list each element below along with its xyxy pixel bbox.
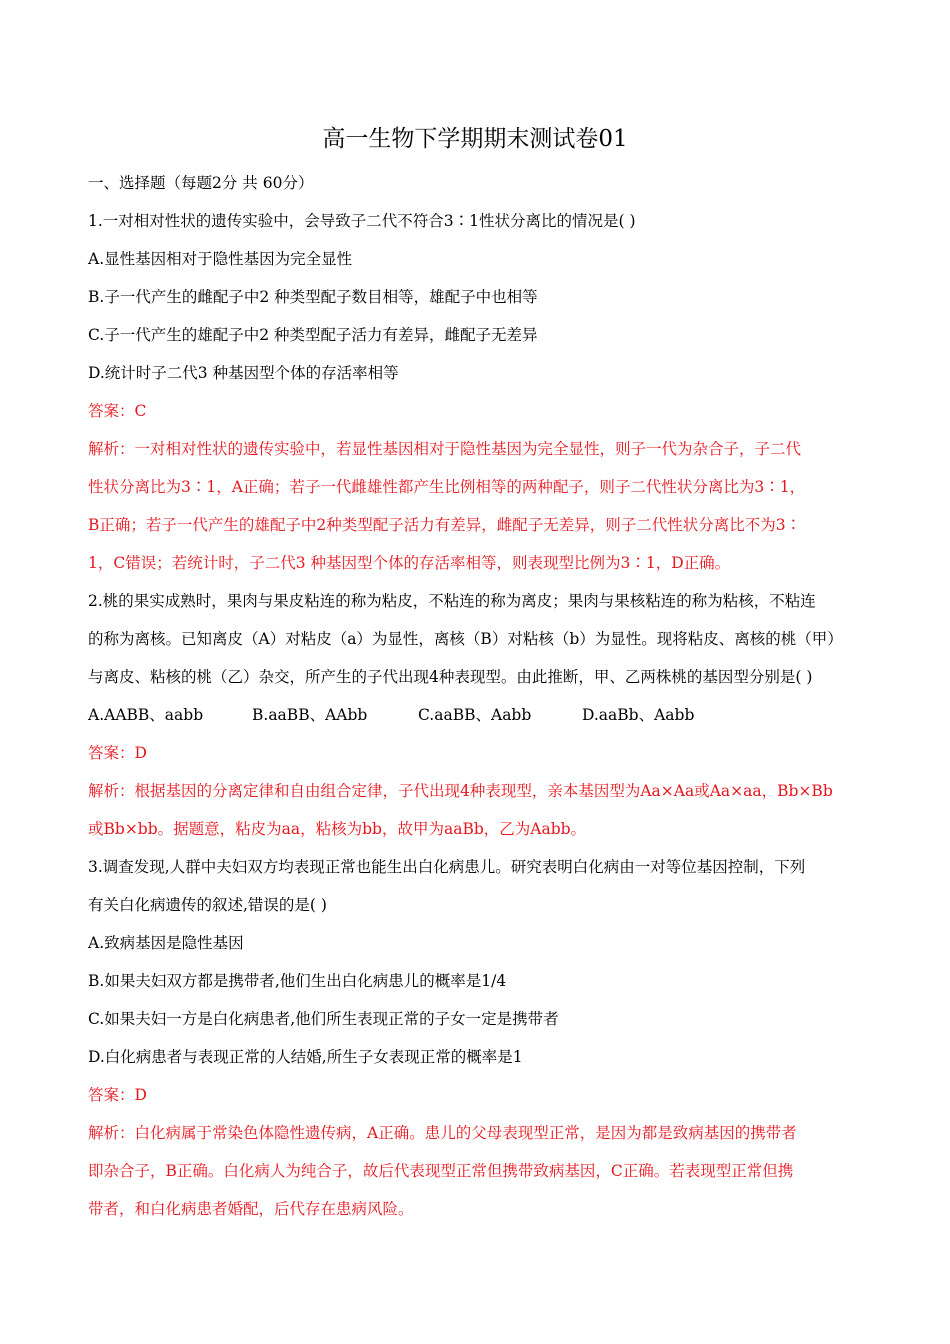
q3-option-a: A.致病基因是隐性基因 [88,934,244,952]
page-title: 高一生物下学期期末测试卷01 [322,126,628,152]
q2-answer: 答案：D [88,744,147,762]
q1-analysis-line: 解析：一对相对性状的遗传实验中，若显性基因相对于隐性基因为完全显性，则子一代为杂合子，子二代 [88,440,802,458]
q2-option-a: A.AABB、aabb [88,706,204,724]
q3-analysis-line: 带者，和白化病患者婚配，后代存在患病风险。 [88,1200,414,1218]
q3-stem-line: 3.调查发现,人群中夫妇双方均表现正常也能生出白化病患儿。研究表明白化病由一对等位基因控制，下列 [88,858,806,876]
q1-option-b: B.子一代产生的雌配子中2 种类型配子数目相等，雄配子中也相等 [88,288,538,306]
q1-option-c: C.子一代产生的雄配子中2 种类型配子活力有差异，雌配子无差异 [88,326,538,344]
q1-option-d: D.统计时子二代3 种基因型个体的存活率相等 [88,364,399,382]
q1-analysis-line: B正确；若子一代产生的雄配子中2种类型配子活力有差异，雌配子无差异，则子二代性状分离比不为3∶ [88,516,802,534]
q1-analysis-line: 性状分离比为3∶1，A正确；若子一代雌雄性都产生比例相等的两种配子，则子二代性状分离比为3∶1， [88,478,806,496]
q1-answer: 答案：C [88,402,147,420]
q2-analysis-line: 或Bb×bb。据题意，粘皮为aa，粘核为bb，故甲为aaBb，乙为Aabb。 [88,820,587,838]
q3-option-d: D.白化病患者与表现正常的人结婚,所生子女表现正常的概率是1 [88,1048,523,1066]
q1-option-a: A.显性基因相对于隐性基因为完全显性 [88,250,353,268]
q1-stem: 1.一对相对性状的遗传实验中，会导致子二代不符合3∶1性状分离比的情况是( ) [88,212,636,230]
q3-answer: 答案：D [88,1086,147,1104]
q3-stem-line: 有关白化病遗传的叙述,错误的是( ) [88,896,327,914]
q1-analysis-line: 1，C错误；若统计时，子二代3 种基因型个体的存活率相等，则表现型比例为3∶1，D正确。 [88,554,731,572]
q2-analysis-line: 解析：根据基因的分离定律和自由组合定律，子代出现4种表现型，亲本基因型为Aa×Aa或Aa×aa，Bb×Bb [88,782,833,800]
q2-option-d: D.aaBb、Aabb [582,706,695,724]
section-heading: 一、选择题（每题2分 共 60分） [88,174,314,192]
q2-option-c: C.aaBB、Aabb [418,706,532,724]
q2-stem-line: 的称为离核。已知离皮（A）对粘皮（a）为显性，离核（B）对粘核（b）为显性。现将粘皮、离核的桃（甲） [88,630,843,648]
q2-options-row [88,704,868,726]
q2-stem-line: 2.桃的果实成熟时，果肉与果皮粘连的称为粘皮，不粘连的称为离皮；果肉与果核粘连的称为粘核，不粘连 [88,592,816,610]
q2-option-b: B.aaBB、AAbb [252,706,368,724]
q3-analysis-line: 解析：白化病属于常染色体隐性遗传病，A正确。患儿的父母表现型正常，是因为都是致病基因的携带者 [88,1124,797,1142]
q3-option-b: B.如果夫妇双方都是携带者,他们生出白化病患儿的概率是1/4 [88,972,507,990]
q2-stem-line: 与离皮、粘核的桃（乙）杂交，所产生的子代出现4种表现型。由此推断，甲、乙两株桃的基因型分别是( ) [88,668,813,686]
q3-analysis-line: 即杂合子，B正确。白化病人为纯合子，故后代表现型正常但携带致病基因，C正确。若表现型正常但携 [88,1162,794,1180]
q3-option-c: C.如果夫妇一方是白化病患者,他们所生表现正常的子女一定是携带者 [88,1010,559,1028]
